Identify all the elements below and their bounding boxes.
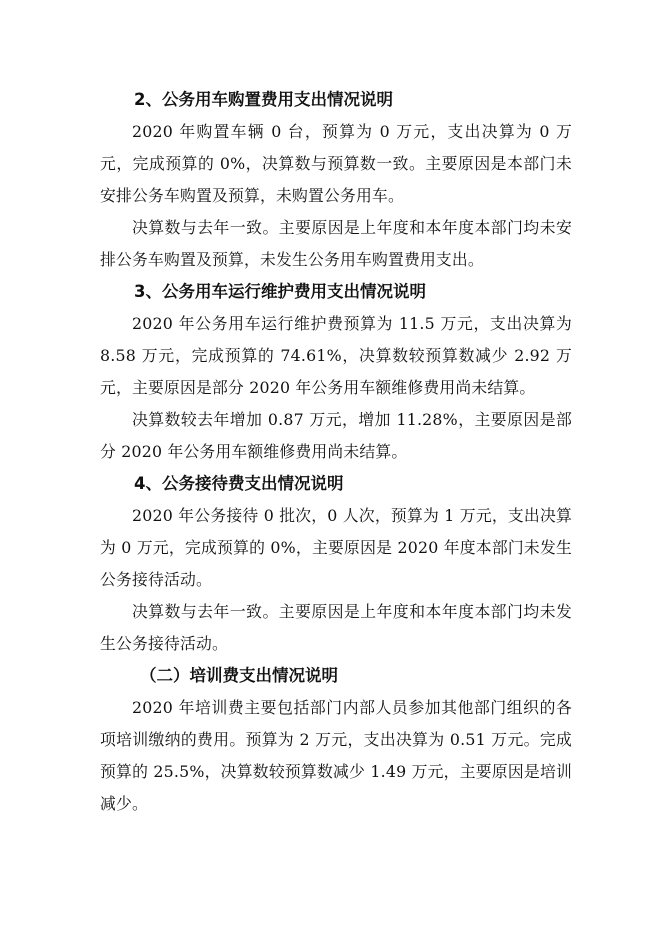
- document-body: [100, 84, 572, 820]
- section-heading-vehicle-purchase: 2、公务用车购置费用支出情况说明: [134, 90, 393, 109]
- paragraph-vehicle-purchase-yoy: 决算数与去年一致。主要原因是上年度和本年度本部门均未安排公务车购置及预算，未发生公务用车购置费用支出。: [100, 218, 572, 269]
- paragraph-vehicle-maintenance-budget: 2020 年公务用车运行维护费预算为 11.5 万元，支出决算为 8.58 万元，完成预算的 74.61%，决算数较预算数减少 2.92 万元，主要原因是部分 2020 年公务用车额维修费用尚未结算。: [100, 314, 572, 397]
- paragraph-reception-budget: 2020 年公务接待 0 批次，0 人次，预算为 1 万元，支出决算为 0 万元，完成预算的 0%，主要原因是 2020 年度本部门未发生公务接待活动。: [100, 506, 572, 589]
- section-heading-reception: 4、公务接待费支出情况说明: [134, 474, 344, 493]
- section-reception: [100, 468, 572, 660]
- paragraph-vehicle-maintenance-yoy: 决算数较去年增加 0.87 万元，增加 11.28%，主要原因是部分 2020 年公务用车额维修费用尚未结算。: [100, 410, 572, 461]
- paragraph-reception-yoy: 决算数与去年一致。主要原因是上年度和本年度本部门均未发生公务接待活动。: [100, 602, 572, 653]
- section-heading-vehicle-maintenance: 3、公务用车运行维护费用支出情况说明: [134, 282, 426, 301]
- section-training: [100, 660, 572, 820]
- section-vehicle-maintenance: [100, 276, 572, 468]
- paragraph-training-budget: 2020 年培训费主要包括部门内部人员参加其他部门组织的各项培训缴纳的费用。预算为 2 万元，支出决算为 0.51 万元。完成预算的 25.5%，决算数较预算数减少 1.49 万元，主要原因是培训减少。: [100, 698, 572, 813]
- section-heading-training: （二）培训费支出情况说明: [140, 666, 338, 685]
- section-vehicle-purchase: [100, 84, 572, 276]
- paragraph-vehicle-purchase-budget: 2020 年购置车辆 0 台，预算为 0 万元，支出决算为 0 万元，完成预算的 0%，决算数与预算数一致。主要原因是本部门未安排公务车购置及预算，未购置公务用车。: [100, 122, 572, 205]
